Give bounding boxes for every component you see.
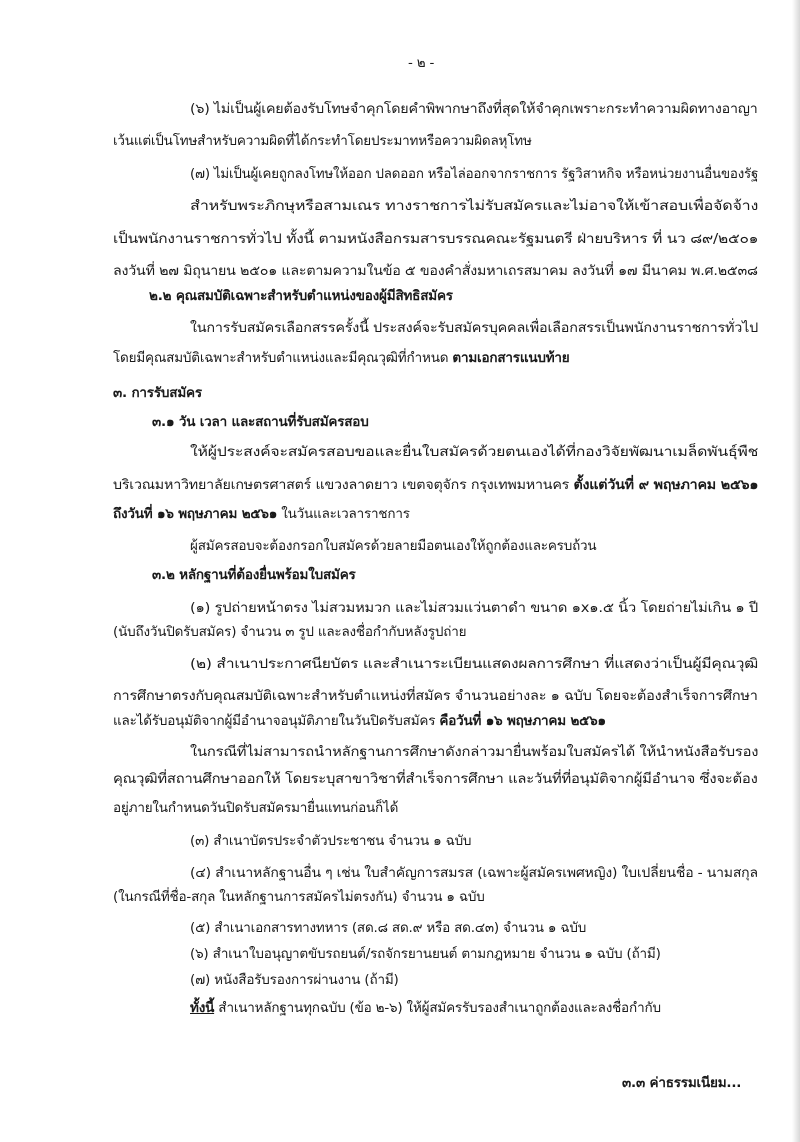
text-segment: (๖) ไม่เป็นผู้เคยต้องรับโทษจำคุกโดยคำพิพากษาถึงที่สุดให้จำคุกเพราะกระทำความผิดทางอาญา — [190, 101, 758, 117]
text-segment: ๓. การรับสมัคร — [113, 385, 202, 401]
text-segment: เป็นพนักงานราชการทั่วไป ทั้งนี้ ตามหนังสือกรมสารบรรณคณะรัฐมนตรี ฝ่ายบริหาร ที่ นว ๘๙/๒๕๐๑ — [113, 231, 759, 247]
text-segment: โดยมีคุณสมบัติเฉพาะสำหรับตำแหน่งและมีคุณวุฒิที่กำหนด — [113, 350, 453, 366]
text-segment: บริเวณมหาวิทยาลัยเกษตรศาสตร์ แขวงลาดยาว เขตจตุจักร กรุงเทพมหานคร — [113, 477, 574, 493]
text-segment: อยู่ภายในกำหนดวันปิดรับสมัครมายื่นแทนก่อนก็ได้ — [113, 800, 399, 816]
text-segment: และได้รับอนุมัติจากผู้มีอำนาจอนุมัติภายในวันปิดรับสมัคร — [113, 713, 440, 729]
text-segment: ถึงวันที่ ๑๖ พฤษภาคม ๒๕๖๑ — [113, 506, 278, 522]
text-line-25 — [190, 830, 471, 852]
text-segment: (๗) ไม่เป็นผู้เคยถูกลงโทษให้ออก ปลดออก หรือไล่ออกจากราชการ รัฐวิสาหกิจ หรือหน่วยงานอื่นของรัฐ — [190, 166, 759, 182]
text-line-30 — [190, 969, 399, 991]
text-line-22 — [190, 741, 758, 763]
text-line-31 — [190, 997, 661, 1019]
text-line-11 — [152, 411, 369, 433]
text-segment: ตั้งแต่วันที่ ๙ พฤษภาคม ๒๕๖๑ — [573, 477, 759, 493]
text-line-1 — [190, 98, 758, 120]
text-line-8 — [190, 317, 758, 339]
text-segment: (๖) สำเนาใบอนุญาตขับรถยนต์/รถจักรยานยนต์ ตามกฎหมาย จำนวน ๑ ฉบับ (ถ้ามี) — [190, 946, 661, 962]
text-line-7 — [149, 285, 453, 307]
text-line-2 — [113, 130, 532, 152]
text-segment: ในกรณีที่ไม่สามารถนำหลักฐานการศึกษาดังกล่าวมายื่นพร้อมใบสมัครได้ ให้นำหนังสือรับรอง — [190, 744, 759, 760]
text-segment: ๓.๑ วัน เวลา และสถานที่รับสมัครสอบ — [152, 414, 369, 430]
text-segment: (ในกรณีที่ชื่อ-สกุล ในหลักฐานการสมัครไม่ตรงกัน) จำนวน ๑ ฉบับ — [113, 889, 485, 905]
text-line-3 — [190, 163, 758, 185]
text-line-10 — [113, 382, 202, 404]
text-segment: คุณวุฒิที่สถานศึกษาออกให้ โดยระบุสาขาวิชาที่สำเร็จการศึกษา และวันที่ที่อนุมัติจากผู้มีอำนาจ ซึ่งจะต้อง — [113, 771, 758, 787]
text-segment: ๓.๓ ค่าธรรมเนียม... — [622, 1075, 742, 1091]
text-segment: ทั้งนี้ — [190, 1000, 215, 1016]
text-line-5 — [113, 228, 758, 250]
text-segment: เว้นแต่เป็นโทษสำหรับความผิดที่ได้กระทำโดยประมาทหรือความผิดลหุโทษ — [113, 133, 532, 149]
text-segment: ให้ผู้ประสงค์จะสมัครสอบขอและยื่นใบสมัครด้วยตนเองได้ที่กองวิจัยพัฒนาเมล็ดพันธุ์พืช — [190, 444, 759, 460]
text-segment: ลงวันที่ ๒๗ มิถุนายน ๒๕๐๑ และตามความในข้อ ๕ ของคำสั่งมหาเถรสมาคม ลงวันที่ ๑๗ มีนาคม พ.ศ.๒๕๓๘ — [113, 263, 758, 279]
text-segment: สำหรับพระภิกษุหรือสามเณร ทางราชการไม่รับสมัครและไม่อาจให้เข้าสอบเพื่อจัดจ้าง — [190, 198, 759, 214]
text-line-17 — [190, 597, 758, 619]
text-segment: คือวันที่ ๑๖ พฤษภาคม ๒๕๖๑ — [439, 713, 606, 729]
text-segment: (๒) สำเนาประกาศนียบัตร และสำเนาระเบียนแสดงผลการศึกษา ที่แสดงว่าเป็นผู้มีคุณวุฒิ — [190, 656, 758, 672]
text-line-9 — [113, 347, 570, 369]
text-segment: (๔) สำเนาหลักฐานอื่น ๆ เช่น ใบสำคัญการสมรส (เฉพาะผู้สมัครเพศหญิง) ใบเปลี่ยนชื่อ - นามสกุล — [190, 865, 758, 881]
text-line-26 — [190, 862, 758, 884]
text-segment: การศึกษาตรงกับคุณสมบัติเฉพาะสำหรับตำแหน่งที่สมัคร จำนวนอย่างละ ๑ ฉบับ โดยจะต้องสำเร็จการศึกษา — [113, 688, 758, 704]
text-line-13 — [113, 474, 758, 496]
text-line-23 — [113, 768, 758, 790]
text-line-15 — [190, 535, 596, 557]
text-line-4 — [190, 195, 758, 217]
text-segment: ในวันและเวลาราชการ — [277, 506, 410, 522]
text-segment: (๗) หนังสือรับรองการผ่านงาน (ถ้ามี) — [190, 972, 399, 988]
text-segment: (นับถึงวันปิดรับสมัคร) จำนวน ๓ รูป และลงชื่อกำกับหลังรูปถ่าย — [113, 624, 467, 640]
text-line-16 — [152, 564, 356, 586]
text-segment: (๕) สำเนาเอกสารทางทหาร (สด.๘ สด.๙ หรือ สด.๔๓) จำนวน ๑ ฉบับ — [190, 920, 587, 936]
text-line-14 — [113, 503, 410, 525]
text-line-24 — [113, 797, 398, 819]
text-line-28 — [190, 917, 586, 939]
text-line-18 — [113, 621, 466, 643]
text-segment: ๒.๒ คุณสมบัติเฉพาะสำหรับตำแหน่งของผู้มีสิทธิสมัคร — [149, 288, 453, 304]
text-segment: ๓.๒ หลักฐานที่ต้องยื่นพร้อมใบสมัคร — [152, 567, 356, 583]
scan-edge-shadow — [792, 0, 800, 1142]
text-line-29 — [190, 943, 661, 965]
text-line-27 — [113, 886, 485, 908]
text-line-20 — [113, 685, 758, 707]
text-line-32 — [622, 1072, 741, 1094]
page-number: - ๒ - — [408, 55, 435, 71]
text-segment: ตามเอกสารแนบท้าย — [452, 350, 570, 366]
text-segment: สำเนาหลักฐานทุกฉบับ (ข้อ ๒-๖) ให้ผู้สมัครรับรองสำเนาถูกต้องและลงชื่อกำกับ — [214, 1000, 661, 1016]
text-segment: ผู้สมัครสอบจะต้องกรอกใบสมัครด้วยลายมือตนเองให้ถูกต้องและครบถ้วน — [190, 538, 597, 554]
text-segment: (๓) สำเนาบัตรประจำตัวประชาชน จำนวน ๑ ฉบับ — [190, 833, 472, 849]
text-segment: ในการรับสมัครเลือกสรรครั้งนี้ ประสงค์จะรับสมัครบุคคลเพื่อเลือกสรรเป็นพนักงานราชการทั่วไป — [190, 320, 759, 336]
text-line-12 — [190, 441, 758, 463]
text-line-19 — [190, 653, 758, 675]
text-segment: (๑) รูปถ่ายหน้าตรง ไม่สวมหมวก และไม่สวมแว่นตาดำ ขนาด ๑x๑.๕ นิ้ว โดยถ่ายไม่เกิน ๑ ปี — [190, 600, 759, 616]
text-line-21 — [113, 710, 606, 732]
text-line-6 — [113, 260, 758, 282]
